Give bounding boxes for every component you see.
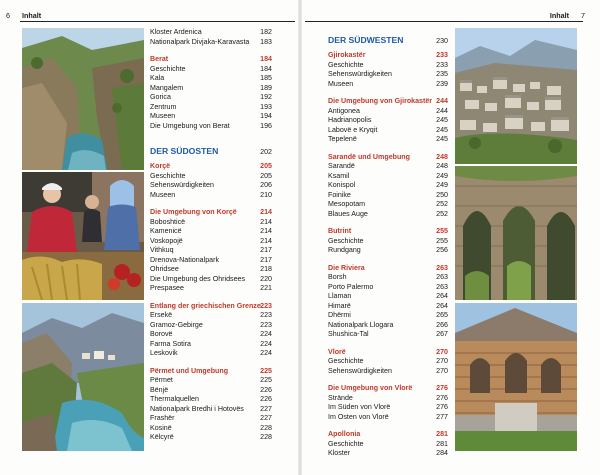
entry-page-number: 276: [436, 384, 448, 392]
left-toc-entry[interactable]: [150, 330, 272, 340]
right-toc-entry[interactable]: [328, 357, 448, 367]
entry-title: Prespasee: [150, 284, 184, 292]
right-toc-section-heading[interactable]: [328, 51, 448, 61]
entry-page-number: 210: [260, 190, 272, 199]
entry-title: Frashër: [150, 414, 175, 422]
right-toc-entry[interactable]: [328, 367, 448, 377]
entry-title: Nationalpark Divjaka-Karavasta: [150, 37, 250, 46]
entry-title: Zentrum: [150, 102, 177, 111]
entry-page-number: 255: [436, 236, 448, 245]
left-toc-section-heading[interactable]: [150, 55, 272, 65]
entry-title: Hadrianopolis: [328, 116, 372, 124]
entry-title: Tepelenë: [328, 135, 357, 143]
left-header-rule: [20, 21, 295, 22]
entry-page-number: 225: [260, 366, 272, 375]
left-page-number: 6: [6, 11, 10, 20]
left-toc-spacer: [150, 294, 272, 302]
entry-page-number: 194: [260, 112, 272, 120]
entry-page-number: 223: [260, 301, 272, 310]
entry-title: Borovë: [150, 330, 173, 338]
entry-page-number: 264: [436, 301, 448, 310]
entry-title: Labovë e Kryqit: [328, 125, 378, 134]
entry-page-number: 284: [436, 449, 448, 457]
entry-page-number: 202: [260, 148, 272, 156]
right-toc-section-heading[interactable]: [328, 430, 448, 440]
right-toc-entry[interactable]: [328, 70, 448, 80]
entry-page-number: 192: [260, 93, 272, 101]
right-toc-entry[interactable]: [328, 172, 448, 182]
entry-title: Museen: [150, 112, 176, 120]
entry-title: Antigonea: [328, 106, 360, 115]
entry-title: Geschichte: [328, 236, 364, 245]
entry-title: Kosinë: [150, 423, 172, 432]
entry-page-number: 255: [436, 227, 448, 235]
right-toc-entry[interactable]: [328, 302, 448, 312]
entry-title: Foinike: [328, 190, 351, 199]
right-toc-section-heading[interactable]: [328, 384, 448, 394]
left-toc-spacer: [150, 200, 272, 208]
entry-page-number: 185: [260, 74, 272, 82]
left-toc-entry[interactable]: [150, 93, 272, 103]
left-toc-entry[interactable]: [150, 395, 272, 405]
right-toc-spacer: [328, 422, 448, 430]
entry-page-number: 235: [436, 70, 448, 78]
left-toc-section-heading[interactable]: [150, 162, 272, 172]
entry-title: Sehenswürdigkeiten: [150, 181, 214, 189]
left-toc-entry[interactable]: [150, 112, 272, 122]
entry-page-number: 276: [436, 393, 448, 402]
right-toc-spacer: [328, 256, 448, 264]
book-gutter: [298, 0, 302, 475]
entry-page-number: 248: [436, 152, 448, 161]
entry-title: Gjirokastër: [328, 51, 366, 59]
right-toc-entry[interactable]: [328, 413, 448, 423]
entry-page-number: 266: [436, 320, 448, 329]
right-toc-section-heading[interactable]: [328, 97, 448, 107]
entry-title: Vlorë: [328, 347, 346, 356]
entry-title: Die Umgebung des Ohridsees: [150, 274, 246, 283]
photo-apollonia-monastery: [455, 303, 577, 451]
entry-page-number: 221: [260, 284, 272, 292]
entry-title: Mesopotam: [328, 200, 366, 208]
left-header-label: Inhalt: [22, 11, 42, 20]
entry-page-number: 217: [260, 255, 272, 264]
entry-title: Borsh: [328, 273, 347, 281]
left-toc-entry[interactable]: [150, 65, 272, 75]
left-toc-section-heading[interactable]: [150, 208, 272, 218]
right-toc-entry[interactable]: [328, 292, 448, 302]
entry-page-number: 205: [260, 171, 272, 180]
entry-title: Ersekë: [150, 311, 173, 319]
left-toc-section-heading[interactable]: [150, 367, 272, 377]
entry-page-number: 265: [436, 311, 448, 319]
entry-title: Museen: [150, 190, 176, 199]
entry-title: Këlcyrë: [150, 433, 174, 441]
left-toc-entry[interactable]: [150, 28, 272, 38]
left-toc: [150, 28, 272, 443]
entry-page-number: 233: [436, 60, 448, 69]
entry-page-number: 281: [436, 430, 448, 438]
right-page-number: 7: [581, 11, 585, 20]
entry-title: Ohridsee: [150, 265, 179, 273]
left-toc-spacer: [150, 359, 272, 367]
entry-page-number: 270: [436, 357, 448, 365]
entry-page-number: 205: [260, 162, 272, 170]
entry-title: Entlang der griechischen Grenze: [150, 301, 261, 310]
entry-page-number: 281: [436, 439, 448, 448]
left-toc-entry[interactable]: [150, 340, 272, 350]
entry-title: Dhërmi: [328, 311, 351, 319]
right-toc-entry[interactable]: [328, 283, 448, 293]
entry-title: Nationalpark Bredhi i Hotovës: [150, 404, 244, 413]
entry-title: Mangalem: [150, 83, 184, 92]
entry-title: Përmet und Umgebung: [150, 366, 229, 375]
entry-title: Kala: [150, 74, 165, 82]
entry-page-number: 224: [260, 330, 272, 338]
right-toc-entry[interactable]: [328, 403, 448, 413]
right-toc-entry[interactable]: [328, 321, 448, 331]
entry-title: Bënjë: [150, 385, 169, 394]
entry-title: Shushica-Tal: [328, 330, 369, 338]
entry-title: Himarë: [328, 301, 351, 310]
left-toc-entry[interactable]: [150, 246, 272, 256]
entry-title: Geschichte: [150, 64, 186, 73]
right-toc-spacer: [328, 145, 448, 153]
entry-title: Blaues Auge: [328, 209, 368, 218]
entry-title: DER SÜDOSTEN: [150, 146, 219, 156]
entry-title: Thermalquellen: [150, 395, 199, 403]
right-toc-entry[interactable]: [328, 116, 448, 126]
entry-page-number: 239: [436, 79, 448, 88]
right-toc-entry[interactable]: [328, 210, 448, 220]
entry-page-number: 249: [436, 181, 448, 189]
entry-title: Drenova-Nationalpark: [150, 255, 220, 264]
right-toc-spacer: [328, 376, 448, 384]
right-toc-region-heading[interactable]: [328, 34, 448, 48]
left-toc-entry[interactable]: [150, 172, 272, 182]
right-toc-entry[interactable]: [328, 311, 448, 321]
entry-page-number: 224: [260, 349, 272, 357]
left-toc-entry[interactable]: [150, 265, 272, 275]
entry-page-number: 224: [260, 339, 272, 348]
entry-title: Die Umgebung von Gjirokastër: [328, 97, 433, 105]
left-page-header: [6, 9, 291, 21]
right-header-rule: [305, 21, 583, 22]
right-toc-entry[interactable]: [328, 200, 448, 210]
entry-title: Sehenswürdigkeiten: [328, 70, 392, 78]
right-header-label: Inhalt: [549, 11, 569, 20]
entry-title: Sehenswürdigkeiten: [328, 366, 392, 375]
entry-page-number: 270: [436, 366, 448, 375]
left-toc-spacer: [150, 47, 272, 55]
right-toc-section-heading[interactable]: [328, 264, 448, 274]
entry-page-number: 233: [436, 51, 448, 59]
right-toc-entry[interactable]: [328, 80, 448, 90]
entry-page-number: 277: [436, 412, 448, 421]
right-toc: [328, 28, 448, 459]
entry-title: Nationalpark Llogara: [328, 320, 394, 329]
entry-title: Kloster: [328, 449, 351, 457]
entry-title: Leskovik: [150, 349, 178, 357]
entry-page-number: 245: [436, 116, 448, 124]
entry-title: DER SÜDWESTEN: [328, 35, 404, 45]
entry-title: Gorica: [150, 93, 171, 101]
entry-title: Porto Palermo: [328, 282, 374, 291]
entry-page-number: 193: [260, 102, 272, 111]
entry-title: Geschichte: [328, 439, 364, 448]
entry-title: Përmet: [150, 376, 173, 384]
entry-page-number: 245: [436, 125, 448, 134]
left-toc-entry[interactable]: [150, 181, 272, 191]
entry-page-number: 263: [436, 263, 448, 272]
left-toc-entry[interactable]: [150, 414, 272, 424]
entry-page-number: 228: [260, 423, 272, 432]
entry-title: Geschichte: [328, 60, 364, 69]
entry-page-number: 263: [436, 273, 448, 281]
left-toc-entry[interactable]: [150, 84, 272, 94]
entry-page-number: 245: [436, 135, 448, 143]
left-toc-entry[interactable]: [150, 275, 272, 285]
entry-title: Die Riviera: [328, 263, 365, 272]
entry-page-number: 267: [436, 330, 448, 338]
left-toc-entry[interactable]: [150, 38, 272, 48]
entry-page-number: 264: [436, 292, 448, 300]
entry-title: Boboshticë: [150, 217, 186, 226]
entry-title: Die Umgebung von Vlorë: [328, 384, 413, 392]
entry-page-number: 214: [260, 208, 272, 216]
left-toc-entry[interactable]: [150, 349, 272, 359]
right-toc-entry[interactable]: [328, 330, 448, 340]
right-toc-section-heading[interactable]: [328, 153, 448, 163]
right-toc-entry[interactable]: [328, 181, 448, 191]
entry-title: Museen: [328, 79, 354, 88]
entry-page-number: 276: [436, 403, 448, 411]
entry-title: Geschichte: [328, 357, 364, 365]
entry-title: Die Umgebung von Korçë: [150, 208, 237, 216]
left-toc-entry[interactable]: [150, 376, 272, 386]
right-toc-spacer: [328, 89, 448, 97]
entry-page-number: 249: [436, 171, 448, 180]
entry-title: Ksamil: [328, 171, 350, 180]
entry-title: Kamenicë: [150, 227, 182, 235]
entry-page-number: 196: [260, 121, 272, 130]
right-toc-entry[interactable]: [328, 246, 448, 256]
left-toc-entry[interactable]: [150, 321, 272, 331]
entry-page-number: 250: [436, 190, 448, 199]
left-toc-entry[interactable]: [150, 227, 272, 237]
entry-page-number: 230: [436, 37, 448, 45]
left-toc-entry[interactable]: [150, 191, 272, 201]
photo-permet-river: [22, 303, 144, 451]
right-toc-section-heading[interactable]: [328, 227, 448, 237]
photo-berat-gorge: [22, 28, 144, 170]
entry-title: Berat: [150, 55, 169, 63]
right-toc-entry[interactable]: [328, 107, 448, 117]
left-toc-entry[interactable]: [150, 103, 272, 113]
entry-title: Strände: [328, 393, 353, 402]
entry-title: Apollonia: [328, 430, 361, 438]
right-toc-entry[interactable]: [328, 162, 448, 172]
entry-page-number: 244: [436, 106, 448, 115]
entry-page-number: 206: [260, 181, 272, 189]
left-toc-entry[interactable]: [150, 218, 272, 228]
entry-page-number: 184: [260, 64, 272, 73]
entry-page-number: 226: [260, 395, 272, 403]
entry-title: Llaman: [328, 292, 352, 300]
entry-title: Sarandë und Umgebung: [328, 152, 410, 161]
entry-page-number: 227: [260, 404, 272, 413]
entry-page-number: 217: [260, 246, 272, 254]
right-toc-spacer: [328, 340, 448, 348]
right-toc-section-heading[interactable]: [328, 348, 448, 358]
right-toc-entry[interactable]: [328, 394, 448, 404]
entry-page-number: 270: [436, 347, 448, 356]
entry-title: Kloster Ardenica: [150, 28, 202, 36]
left-toc-section-heading[interactable]: [150, 302, 272, 312]
entry-title: Rundgang: [328, 246, 361, 254]
entry-title: Farma Sotira: [150, 339, 191, 348]
entry-page-number: 223: [260, 320, 272, 329]
right-toc-entry[interactable]: [328, 440, 448, 450]
entry-page-number: 189: [260, 83, 272, 92]
entry-page-number: 244: [436, 97, 448, 105]
entry-title: Vithkuq: [150, 246, 174, 254]
entry-title: Sarandë: [328, 162, 355, 170]
entry-page-number: 226: [260, 385, 272, 394]
right-toc-entry[interactable]: [328, 61, 448, 71]
right-toc-entry[interactable]: [328, 449, 448, 459]
left-toc-entry[interactable]: [150, 311, 272, 321]
left-toc-spacer: [150, 131, 272, 139]
entry-page-number: 182: [260, 28, 272, 36]
entry-title: Voskopojë: [150, 236, 183, 245]
entry-page-number: 223: [260, 311, 272, 319]
photo-gjirokaster-town: [455, 28, 577, 164]
left-toc-entry[interactable]: [150, 284, 272, 294]
right-toc-entry[interactable]: [328, 237, 448, 247]
left-toc-entry[interactable]: [150, 405, 272, 415]
entry-page-number: 227: [260, 414, 272, 422]
entry-page-number: 184: [260, 55, 272, 63]
left-toc-entry[interactable]: [150, 256, 272, 266]
entry-page-number: 214: [260, 217, 272, 226]
right-toc-entry[interactable]: [328, 191, 448, 201]
entry-page-number: 248: [436, 162, 448, 170]
left-toc-entry[interactable]: [150, 386, 272, 396]
entry-page-number: 214: [260, 236, 272, 245]
right-toc-entry[interactable]: [328, 135, 448, 145]
left-toc-entry[interactable]: [150, 237, 272, 247]
entry-title: Geschichte: [150, 171, 186, 180]
left-toc-entry[interactable]: [150, 433, 272, 443]
entry-title: Die Umgebung von Berat: [150, 121, 230, 130]
entry-title: Korçë: [150, 162, 171, 170]
entry-title: Gramoz-Gebirge: [150, 320, 203, 329]
entry-page-number: 228: [260, 433, 272, 441]
entry-page-number: 220: [260, 274, 272, 283]
right-page-header: [309, 9, 585, 21]
left-toc-entry[interactable]: [150, 74, 272, 84]
photo-butrint-ruins: [455, 166, 577, 300]
entry-page-number: 252: [436, 200, 448, 208]
entry-page-number: 214: [260, 227, 272, 235]
entry-title: Konispol: [328, 181, 356, 189]
right-toc-spacer: [328, 219, 448, 227]
entry-title: Butrint: [328, 227, 352, 235]
right-toc-entry[interactable]: [328, 126, 448, 136]
entry-page-number: 256: [436, 246, 448, 254]
photo-korce-market: [22, 172, 144, 300]
entry-page-number: 252: [436, 209, 448, 218]
right-toc-entry[interactable]: [328, 273, 448, 283]
entry-title: Im Süden von Vlorë: [328, 403, 391, 411]
left-toc-entry[interactable]: [150, 122, 272, 132]
entry-page-number: 218: [260, 265, 272, 273]
entry-title: Im Osten von Vlorë: [328, 412, 389, 421]
left-toc-entry[interactable]: [150, 424, 272, 434]
entry-page-number: 225: [260, 376, 272, 384]
entry-page-number: 263: [436, 282, 448, 291]
entry-page-number: 183: [260, 37, 272, 46]
left-toc-region-heading[interactable]: [150, 145, 272, 159]
